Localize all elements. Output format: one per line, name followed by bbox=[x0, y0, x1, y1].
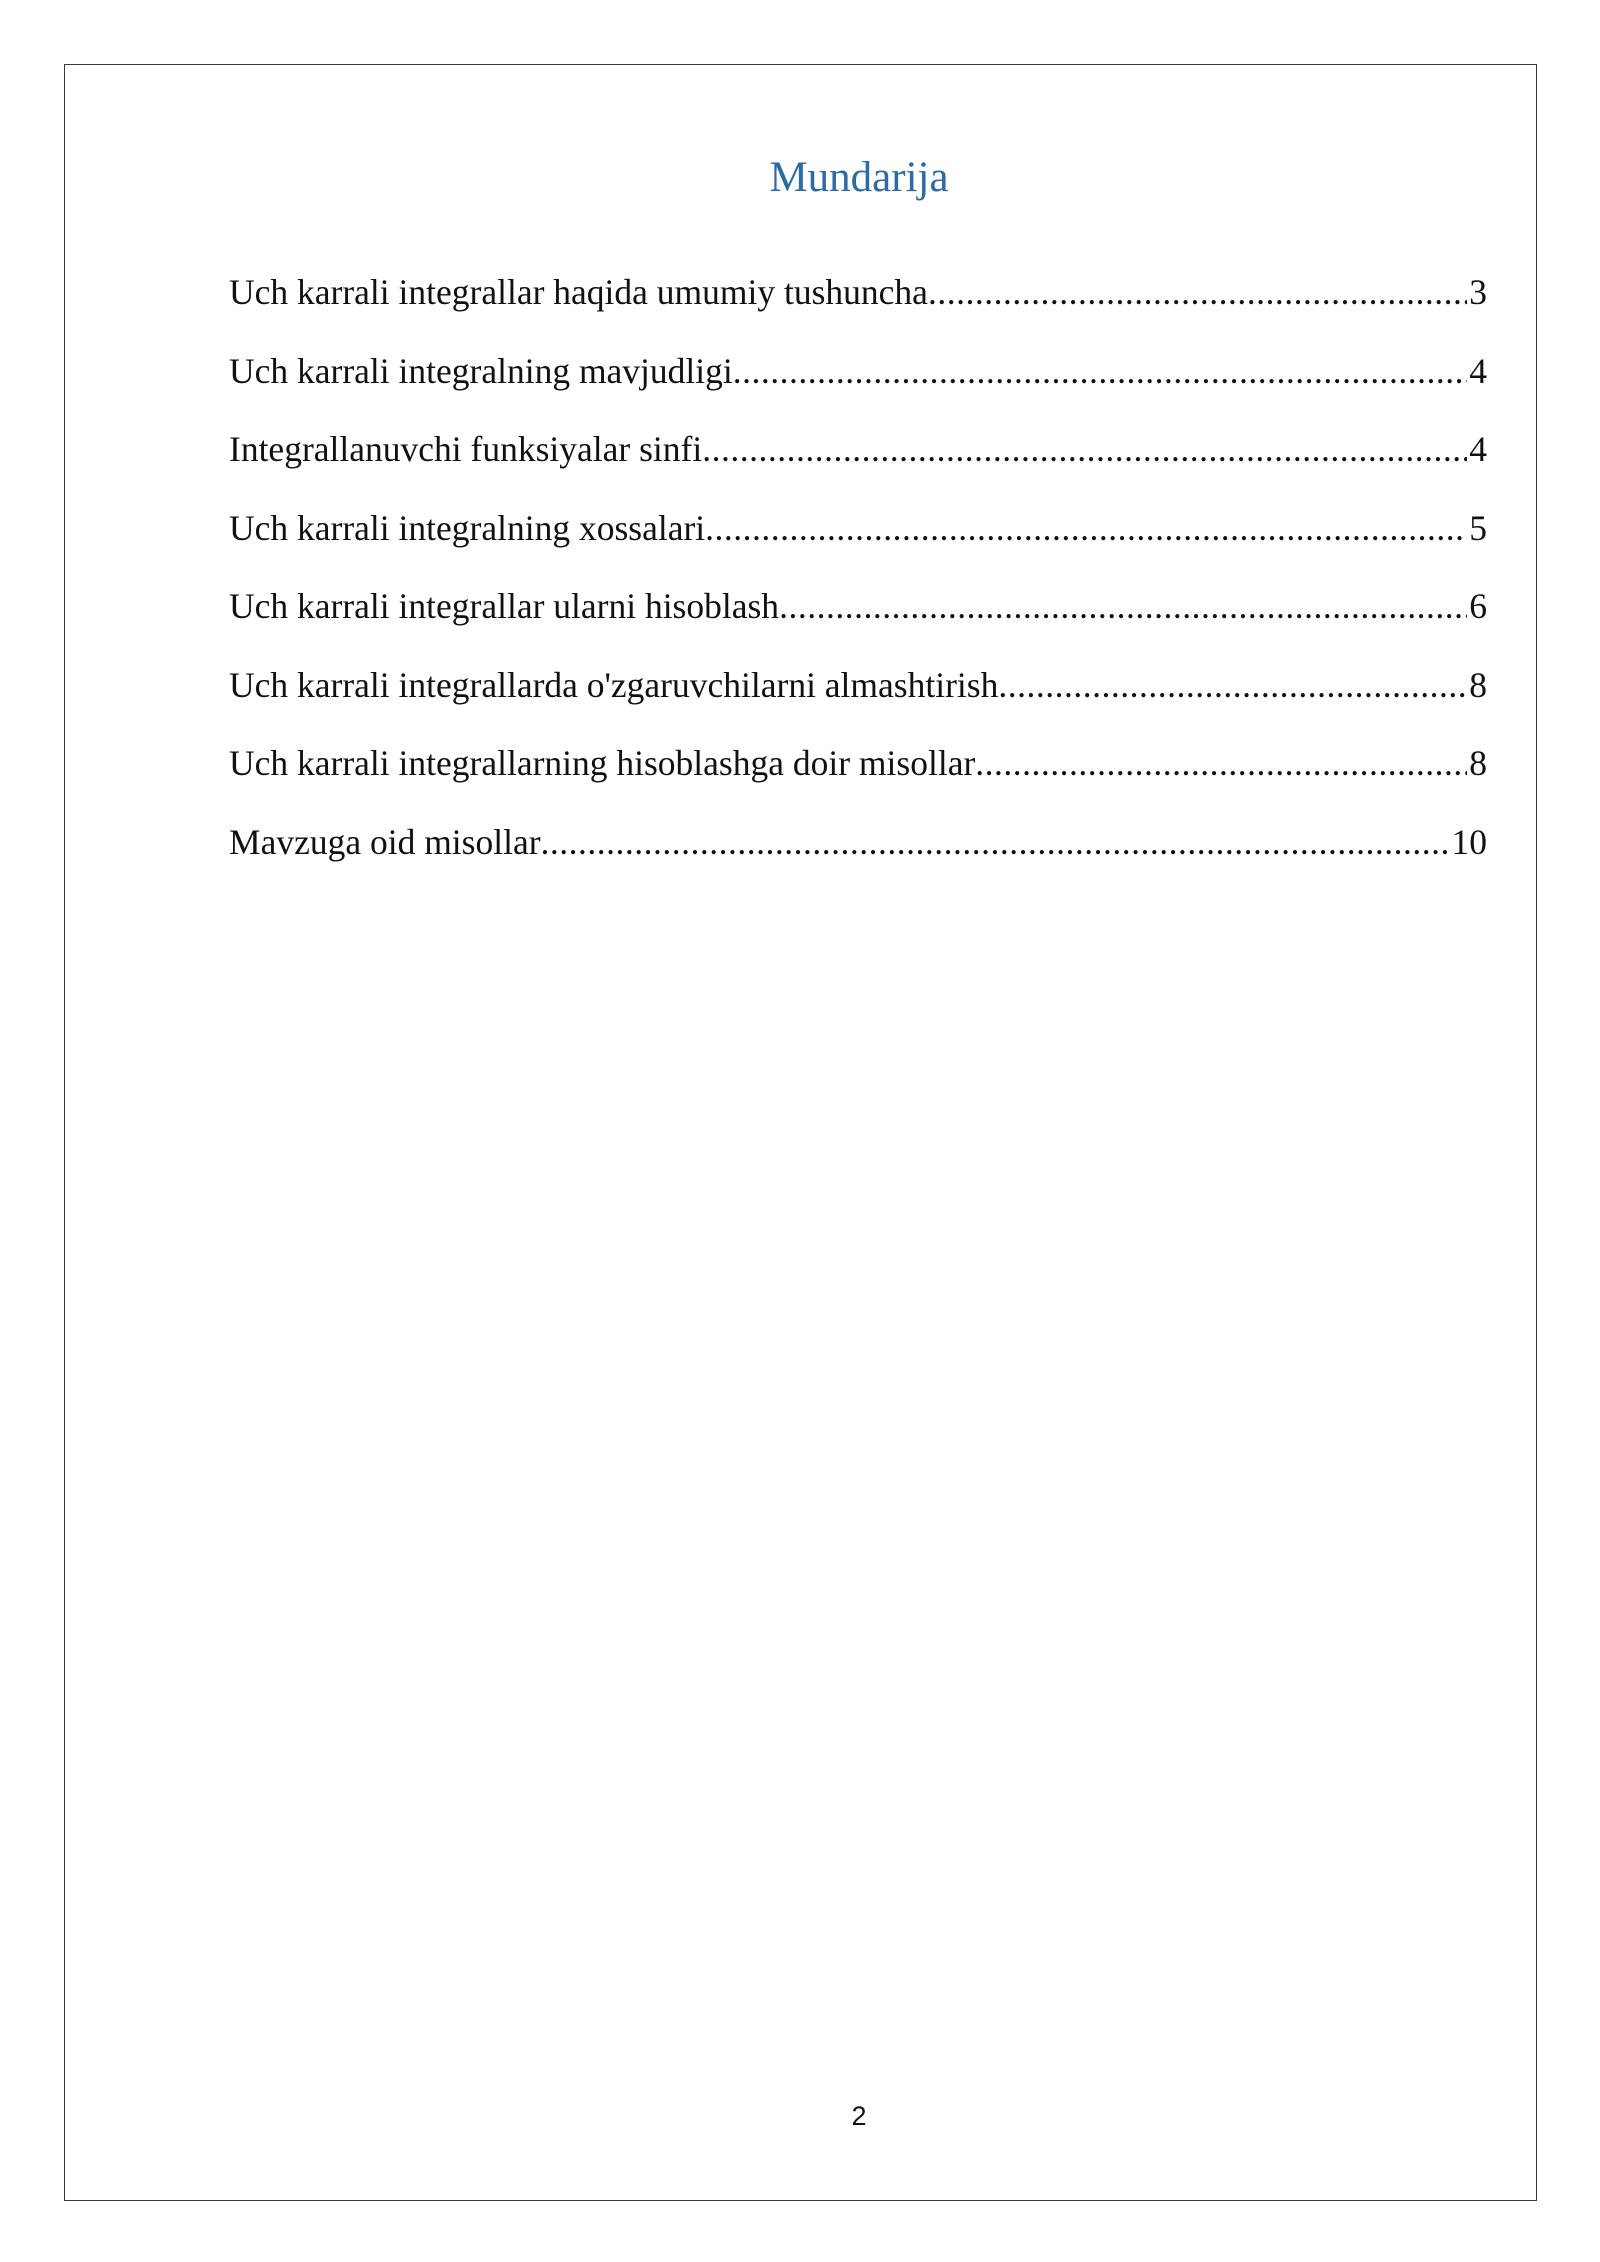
toc-dot-leader bbox=[928, 262, 1467, 322]
toc-entry-text: Uch karrali integrallarda o'zgaruvchilarni almashtirish bbox=[229, 664, 999, 705]
toc-entry[interactable] bbox=[229, 733, 1487, 812]
toc-entry-page: 8 bbox=[1469, 743, 1487, 783]
toc-entry[interactable] bbox=[229, 576, 1487, 655]
toc-dot-leader bbox=[733, 341, 1467, 401]
toc-entry[interactable] bbox=[229, 498, 1487, 577]
toc-entry-text: Integrallanuvchi funksiyalar sinfi bbox=[229, 429, 703, 469]
toc-entry-text: Uch karrali integrallar ularni hisoblash bbox=[229, 586, 780, 626]
toc-entry[interactable] bbox=[229, 262, 1487, 341]
toc-dot-leader bbox=[975, 733, 1467, 793]
page-number: 2 bbox=[851, 2101, 867, 2131]
toc-entry-page: 10 bbox=[1451, 821, 1487, 862]
toc-entry-page: 8 bbox=[1469, 664, 1487, 705]
toc-entry-text: Uch karrali integrallar haqida umumiy tushuncha bbox=[229, 272, 928, 312]
toc-entry[interactable] bbox=[229, 419, 1487, 498]
toc-entry-page: 5 bbox=[1469, 507, 1487, 548]
toc-entry-page: 4 bbox=[1469, 429, 1487, 469]
toc-entry-text: Uch karrali integralning xossalari bbox=[229, 507, 706, 548]
toc-dot-leader bbox=[705, 498, 1467, 558]
toc-entry-text: Mavzuga oid misollar bbox=[229, 821, 541, 862]
toc-entry-text: Uch karrali integralning mavjudligi bbox=[229, 350, 733, 391]
toc-entry-page: 3 bbox=[1469, 272, 1487, 312]
toc-entry-text: Uch karrali integrallarning hisoblashga doir misollar bbox=[229, 743, 976, 783]
toc-title: Mundarija bbox=[769, 154, 949, 201]
toc-entry[interactable] bbox=[229, 812, 1487, 891]
toc-dot-leader bbox=[779, 576, 1467, 636]
toc-entry[interactable] bbox=[229, 655, 1487, 734]
toc-entry-page: 6 bbox=[1469, 586, 1487, 626]
toc-dot-leader bbox=[998, 655, 1467, 715]
toc-dot-leader bbox=[702, 419, 1467, 479]
toc-entry[interactable] bbox=[229, 341, 1487, 420]
toc-entry-page: 4 bbox=[1469, 350, 1487, 391]
table-of-contents bbox=[229, 262, 1487, 890]
toc-dot-leader bbox=[541, 812, 1450, 872]
